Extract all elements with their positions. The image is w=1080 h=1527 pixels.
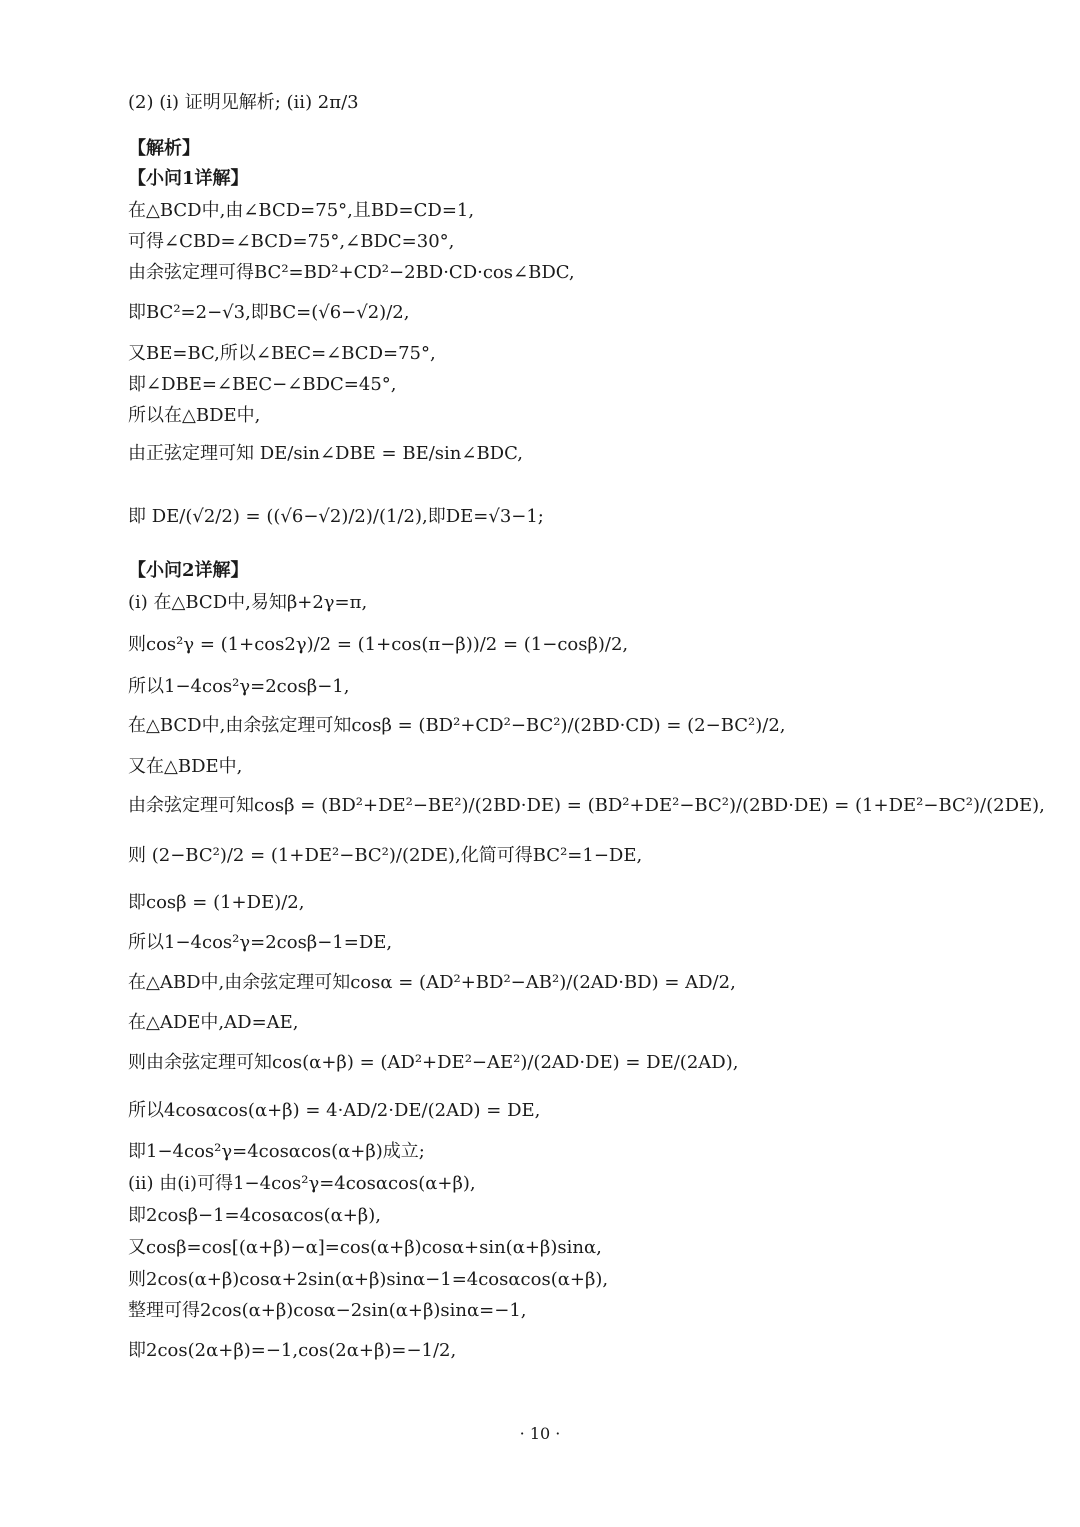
solution-line: 又在△BDE中,	[128, 756, 243, 777]
solution-line: 整理可得2cos(α+β)cosα−2sin(α+β)sinα=−1,	[128, 1300, 527, 1321]
solution-line: 即 DE/(√2/2) = ((√6−√2)/2)/(1/2),即DE=√3−1;	[128, 506, 544, 527]
solution-line: 所以1−4cos²γ=2cosβ−1=DE,	[128, 932, 393, 953]
solution-line: 则由余弦定理可知cos(α+β) = (AD²+DE²−AE²)/(2AD·DE) = DE/(2AD),	[128, 1052, 739, 1073]
solution-line: 则2cos(α+β)cosα+2sin(α+β)sinα−1=4cosαcos(α+β),	[128, 1269, 609, 1290]
solution-line: 即cosβ = (1+DE)/2,	[128, 892, 305, 913]
solution-line: 所以在△BDE中,	[128, 405, 261, 426]
page-number: · 10 ·	[519, 1424, 561, 1443]
solution-line: 即1−4cos²γ=4cosαcos(α+β)成立;	[128, 1141, 425, 1162]
answer-line: (2) (i) 证明见解析; (ii) 2π/3	[128, 92, 359, 113]
section-heading-analysis: 【解析】	[128, 138, 200, 159]
section-heading-q1: 【小问1详解】	[128, 168, 249, 189]
solution-line: 在△ADE中,AD=AE,	[128, 1012, 299, 1033]
solution-line: 即2cos(2α+β)=−1,cos(2α+β)=−1/2,	[128, 1340, 457, 1361]
solution-line: 则 (2−BC²)/2 = (1+DE²−BC²)/(2DE),化简可得BC²=1−DE,	[128, 845, 643, 866]
section-heading-q2: 【小问2详解】	[128, 560, 249, 581]
solution-line: 由余弦定理可知cosβ = (BD²+DE²−BE²)/(2BD·DE) = (BD²+DE²−BC²)/(2BD·DE) = (1+DE²−BC²)/(2DE),	[128, 795, 1045, 816]
solution-line: 所以1−4cos²γ=2cosβ−1,	[128, 676, 350, 697]
solution-line: 可得∠CBD=∠BCD=75°,∠BDC=30°,	[128, 231, 455, 252]
solution-line: (ii) 由(i)可得1−4cos²γ=4cosαcos(α+β),	[128, 1173, 476, 1194]
solution-line: 即∠DBE=∠BEC−∠BDC=45°,	[128, 374, 397, 395]
solution-line: 由正弦定理可知 DE/sin∠DBE = BE/sin∠BDC,	[128, 443, 523, 464]
solution-line: 由余弦定理可得BC²=BD²+CD²−2BD·CD·cos∠BDC,	[128, 262, 575, 283]
solution-line: 则cos²γ = (1+cos2γ)/2 = (1+cos(π−β))/2 = (1−cosβ)/2,	[128, 634, 629, 655]
solution-line: 在△ABD中,由余弦定理可知cosα = (AD²+BD²−AB²)/(2AD·BD) = AD/2,	[128, 972, 736, 993]
solution-line: (i) 在△BCD中,易知β+2γ=π,	[128, 592, 368, 613]
solution-line: 即BC²=2−√3,即BC=(√6−√2)/2,	[128, 302, 410, 323]
solution-line: 所以4cosαcos(α+β) = 4·AD/2·DE/(2AD) = DE,	[128, 1100, 541, 1121]
solution-line: 在△BCD中,由余弦定理可知cosβ = (BD²+CD²−BC²)/(2BD·CD) = (2−BC²)/2,	[128, 715, 786, 736]
solution-line: 即2cosβ−1=4cosαcos(α+β),	[128, 1205, 381, 1226]
solution-line: 又cosβ=cos[(α+β)−α]=cos(α+β)cosα+sin(α+β)sinα,	[128, 1237, 602, 1258]
solution-line: 又BE=BC,所以∠BEC=∠BCD=75°,	[128, 343, 436, 364]
solution-line: 在△BCD中,由∠BCD=75°,且BD=CD=1,	[128, 200, 475, 221]
